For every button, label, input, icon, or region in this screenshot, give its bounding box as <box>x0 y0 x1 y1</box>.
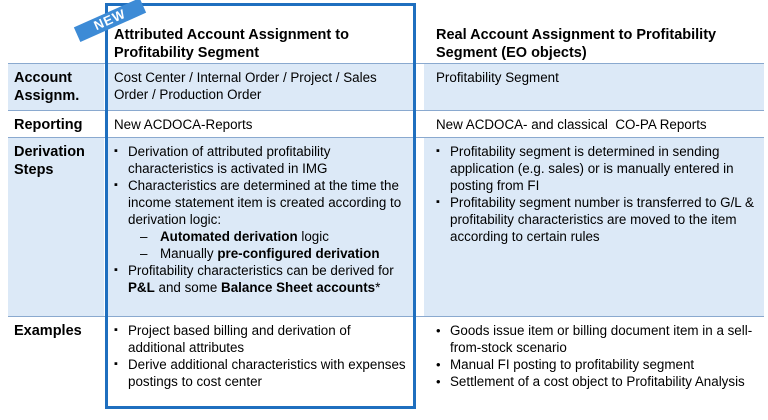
row-label-examples: Examples <box>14 323 82 339</box>
b3-pre: Profitability characteristics can be derived for <box>128 263 394 278</box>
highlight-frame <box>105 3 416 409</box>
examples-left-item-1: ▪ Project based billing and derivation of additional attributes <box>114 322 407 356</box>
reporting-left: New ACDOCA-Reports <box>114 117 253 132</box>
b3-pl-bold: P&L <box>128 280 155 295</box>
automated-derivation-bold: Automated derivation <box>160 229 298 244</box>
manual-derivation-pre: Manually <box>160 246 218 261</box>
row-label-derivation: Derivation Steps <box>8 138 104 316</box>
examples-right-item-1: • Goods issue item or billing document item in a sell-from-stock scenario <box>436 322 758 356</box>
derivation-left-bullet-2-text: Characteristics are determined at the time the income statement item is created according to derivation logic: <box>128 178 402 227</box>
b3-post: * <box>375 280 381 295</box>
derivation-right <box>424 138 764 316</box>
row-label-reporting: Reporting <box>14 117 83 133</box>
derivation-right-bullet-2: ▪ Profitability segment number is transferred to G/L & profitability characteristics are moved to the item according to certain rules <box>436 194 758 245</box>
b3-balance-sheet-bold: Balance Sheet accounts <box>221 280 376 295</box>
account-left: Cost Center / Internal Order / Project / Sales Order / Production Order <box>108 64 413 110</box>
b3-mid: and some <box>154 280 222 295</box>
account-right: Profitability Segment <box>424 64 764 110</box>
examples-right-item-2: • Manual FI posting to profitability segment <box>436 356 758 373</box>
manual-derivation-bold: pre-configured derivation <box>217 246 380 261</box>
examples-right-item-3: • Settlement of a cost object to Profitability Analysis <box>436 373 758 390</box>
derivation-left-bullet-1: ▪ Derivation of attributed profitability characteristics is activated in IMG <box>114 143 407 177</box>
examples-right <box>424 317 764 409</box>
derivation-right-bullet-1: ▪ Profitability segment is determined in sending application (e.g. sales) or is manually entered in posting from FI <box>436 143 758 194</box>
header-left: Attributed Account Assignment to Profitability Segment <box>114 27 349 61</box>
row-label-account: Account Assignm. <box>8 64 104 110</box>
header-right: Real Account Assignment to Profitability Segment (EO objects) <box>436 27 717 61</box>
examples-left-item-2: ▪ Derive additional characteristics with expenses postings to cost center <box>114 356 407 390</box>
reporting-right: New ACDOCA- and classical CO-PA Reports <box>436 117 707 132</box>
automated-derivation-rest: logic <box>297 229 329 244</box>
new-badge: NEW <box>74 0 146 42</box>
